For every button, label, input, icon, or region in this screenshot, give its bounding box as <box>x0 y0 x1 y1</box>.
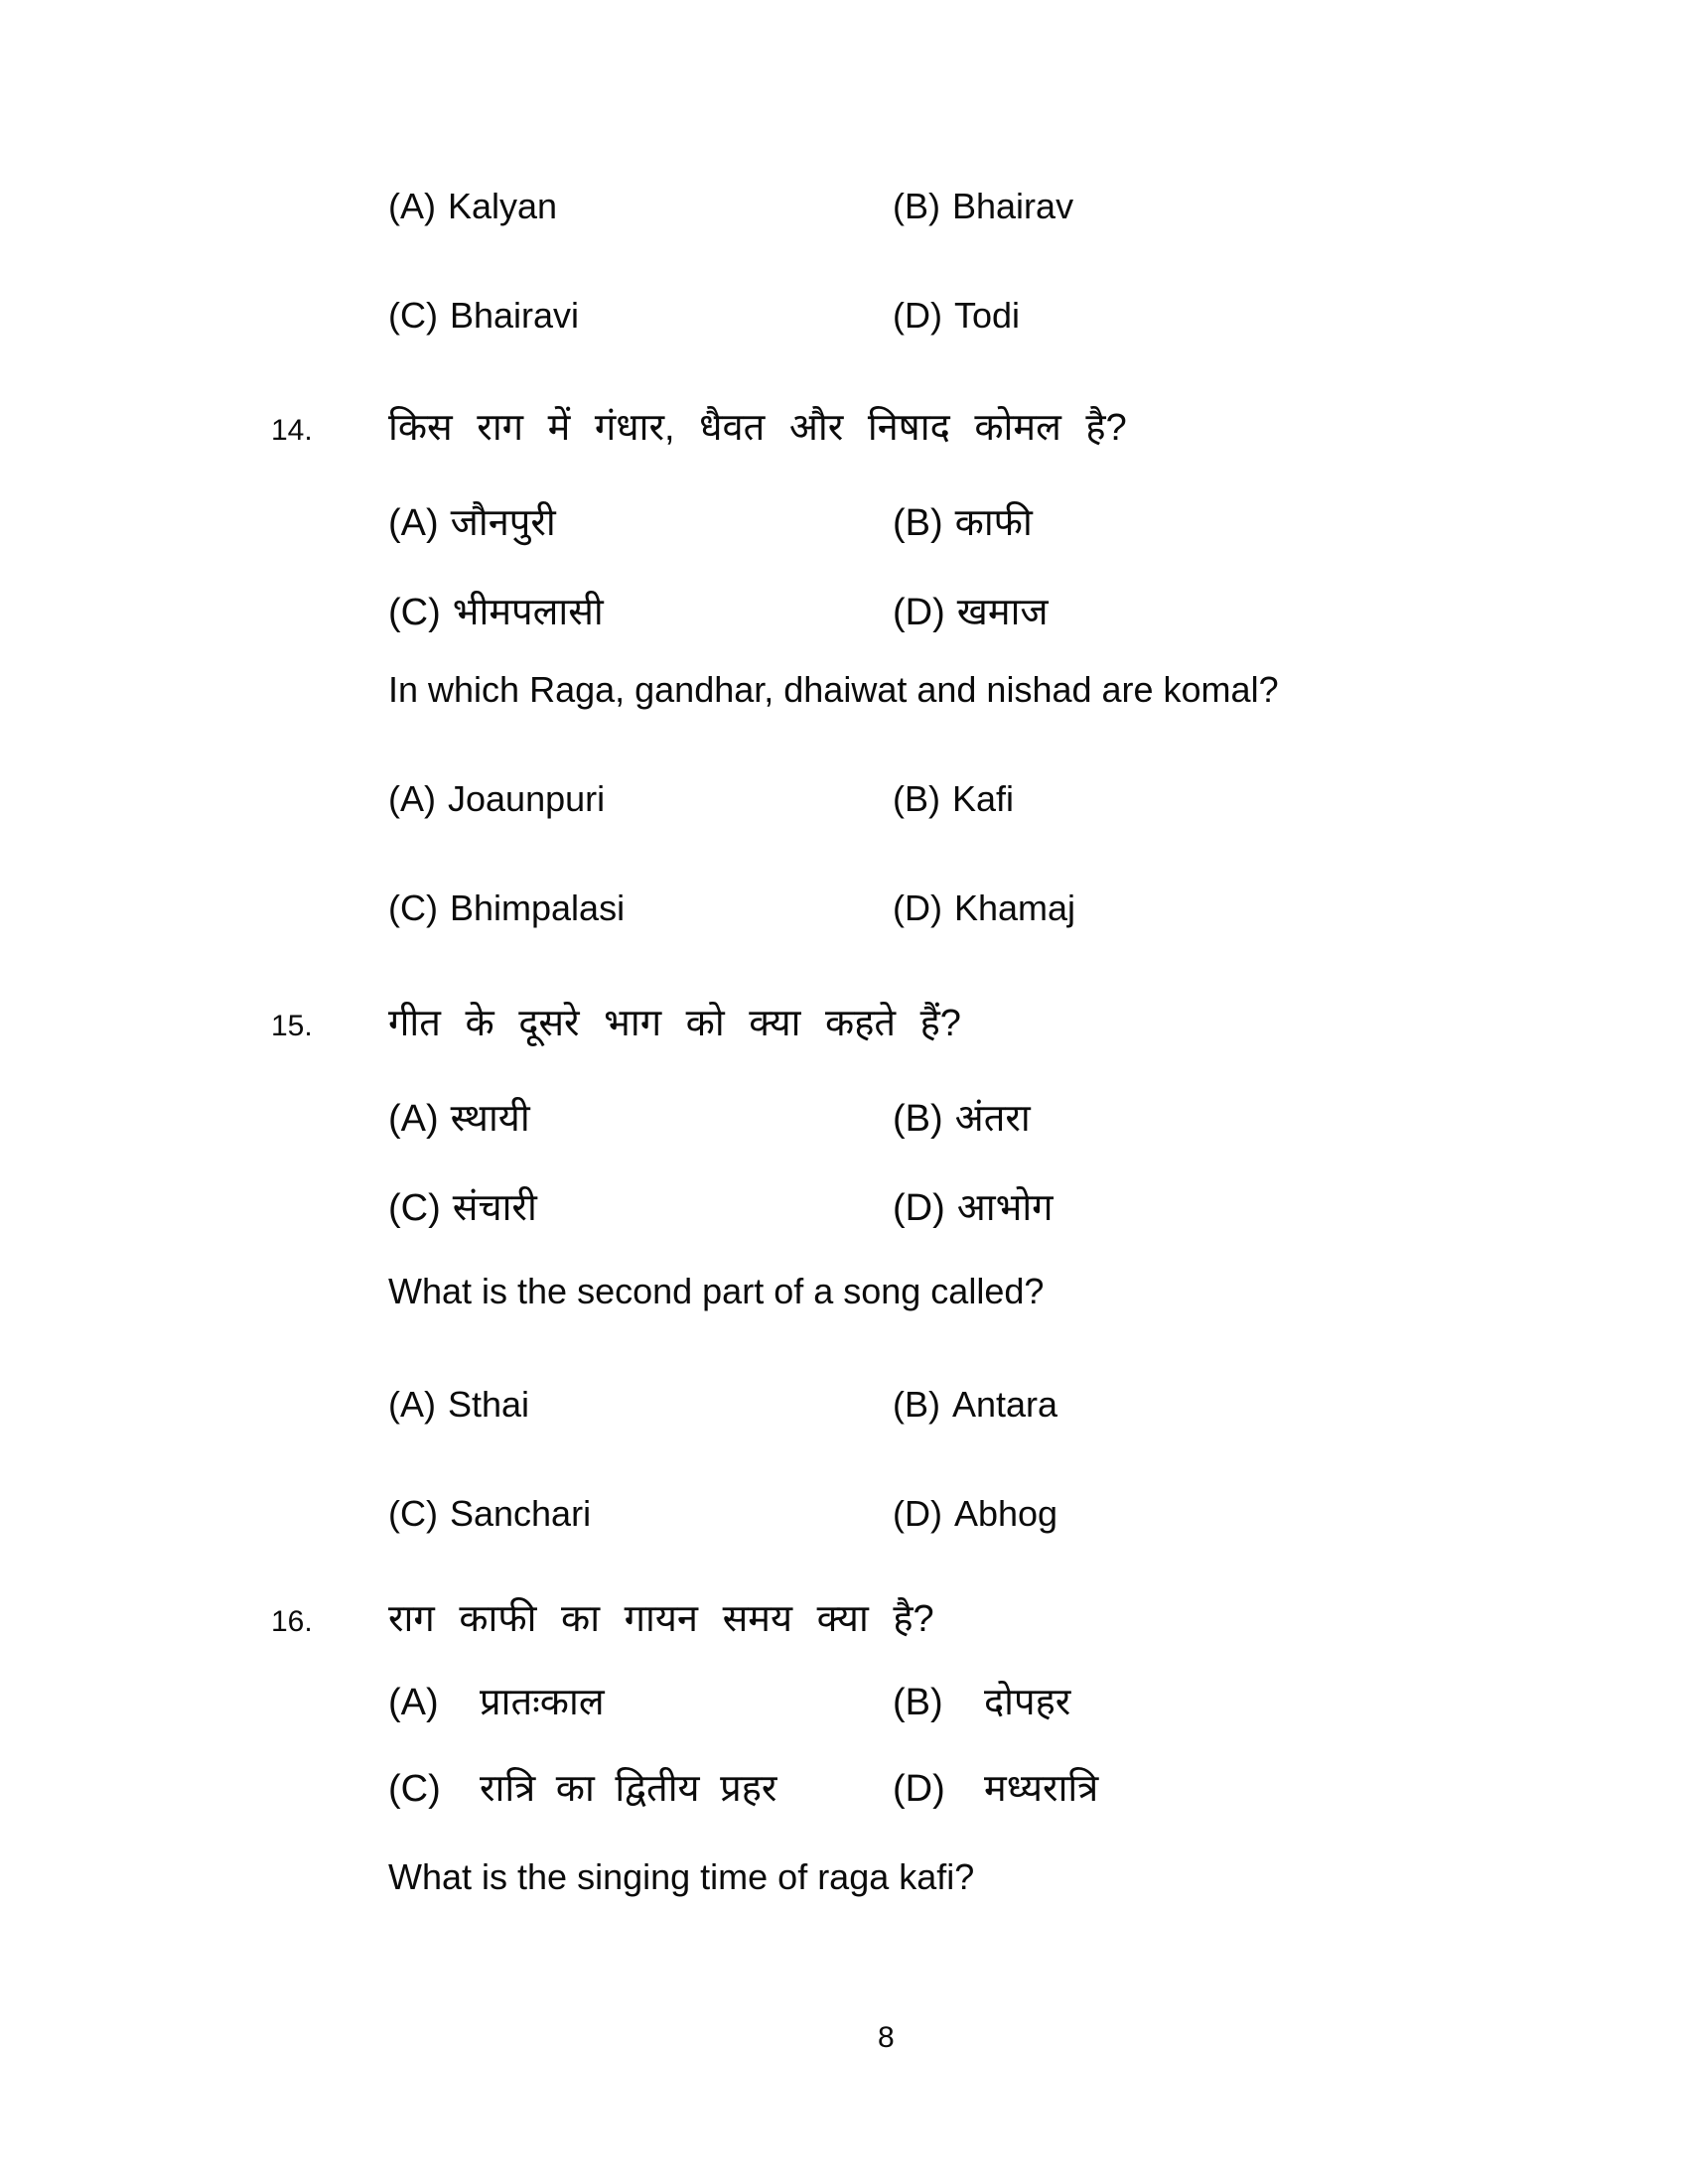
option-letter: (B) <box>893 778 940 819</box>
option-text: अंतरा <box>954 1098 1031 1140</box>
option-text: भीमपलासी <box>452 592 604 633</box>
option-text: खमाज <box>956 592 1049 633</box>
question-15-english-options-cd <box>388 1493 1057 1535</box>
option-letter: (A) <box>388 1098 439 1140</box>
question-15-english-options-ab <box>388 1384 1057 1426</box>
option-letter: (D) <box>893 1187 945 1229</box>
option-15b-english <box>893 1384 1057 1425</box>
option-continued-a <box>388 186 893 227</box>
option-letter: (C) <box>388 1493 438 1534</box>
option-letter: (D) <box>893 592 945 633</box>
question-14-number: 14. <box>271 414 313 447</box>
option-letter: (D) <box>893 887 942 928</box>
option-text: रात्रि का द्वितीय प्रहर <box>480 1768 777 1810</box>
option-letter: (A) <box>388 1384 436 1425</box>
option-text: स्थायी <box>450 1098 530 1140</box>
option-text: Sanchari <box>449 1493 592 1534</box>
option-letter: (C) <box>388 887 438 928</box>
option-continued-b <box>893 186 1073 226</box>
option-letter: (D) <box>893 1768 945 1810</box>
option-letter: (B) <box>893 1682 943 1723</box>
option-letter: (D) <box>893 295 942 336</box>
option-continued-c <box>388 295 893 337</box>
question-15-number: 15. <box>271 1010 313 1042</box>
continued-options-row-ab <box>388 186 1073 227</box>
option-16b-hindi <box>893 1682 1070 1723</box>
question-16-hindi-row <box>271 1591 934 1643</box>
question-15-english-text: What is the second part of a song called? <box>388 1271 1045 1311</box>
option-text: Bhairavi <box>449 295 580 336</box>
question-16-english-text: What is the singing time of raga kafi? <box>388 1856 975 1897</box>
option-text: Todi <box>953 295 1021 336</box>
option-15d-english <box>893 1493 1057 1534</box>
option-letter: (B) <box>893 1384 940 1425</box>
option-text: मध्यरात्रि <box>984 1768 1099 1810</box>
question-15-hindi-row <box>271 996 961 1047</box>
option-14a-english <box>388 778 893 820</box>
option-15a-hindi <box>388 1091 893 1143</box>
option-14d-english <box>893 887 1075 928</box>
option-text: Khamaj <box>953 887 1076 928</box>
question-15-hindi-text: गीत के दूसरे भाग को क्या कहते हैं? <box>388 1003 961 1044</box>
option-text: संचारी <box>452 1187 537 1229</box>
option-continued-d <box>893 295 1020 336</box>
option-letter: (A) <box>388 1682 439 1723</box>
option-letter: (A) <box>388 186 436 226</box>
option-text: प्रातःकाल <box>480 1682 605 1723</box>
question-16-number: 16. <box>271 1605 313 1638</box>
question-14-english-options-ab <box>388 778 1014 820</box>
question-14-english-options-cd <box>388 887 1075 929</box>
option-14c-hindi <box>388 585 893 636</box>
option-14d-hindi <box>893 592 1049 633</box>
option-letter: (B) <box>893 1098 943 1140</box>
option-text: Kafi <box>952 778 1015 819</box>
question-14-hindi-options-cd <box>388 585 1049 636</box>
option-16c-hindi <box>388 1761 893 1813</box>
option-letter: (C) <box>388 1187 441 1229</box>
option-14c-english <box>388 887 893 929</box>
question-14-hindi-row <box>271 400 1127 452</box>
option-text: Sthai <box>448 1384 530 1425</box>
option-text: Abhog <box>953 1493 1058 1534</box>
question-16-hindi-text: राग काफी का गायन समय क्या है? <box>388 1598 934 1640</box>
option-text: Bhairav <box>952 186 1074 226</box>
question-14-english-text: In which Raga, gandhar, dhaiwat and nishad are komal? <box>388 669 1279 710</box>
option-16d-hindi <box>893 1768 1098 1810</box>
option-text: Kalyan <box>448 186 558 226</box>
option-letter: (A) <box>388 502 439 544</box>
option-letter: (C) <box>388 295 438 336</box>
option-15c-english <box>388 1493 893 1535</box>
question-16-hindi-options-ab <box>388 1675 1070 1726</box>
option-text: Bhimpalasi <box>449 887 626 928</box>
option-letter: (A) <box>388 778 436 819</box>
option-14b-hindi <box>893 502 1033 544</box>
question-14-hindi-options-ab <box>388 495 1033 547</box>
option-text: आभोग <box>956 1187 1054 1229</box>
option-text: दोपहर <box>984 1682 1071 1723</box>
option-15d-hindi <box>893 1187 1054 1229</box>
question-16-hindi-options-cd <box>388 1761 1098 1813</box>
option-text: Antara <box>952 1384 1058 1425</box>
option-letter: (B) <box>893 502 943 544</box>
option-letter: (B) <box>893 186 940 226</box>
option-14b-english <box>893 778 1014 819</box>
continued-options-row-cd <box>388 295 1020 337</box>
option-letter: (C) <box>388 592 441 633</box>
option-15c-hindi <box>388 1180 893 1232</box>
option-text: काफी <box>954 502 1033 544</box>
option-text: Joaunpuri <box>448 778 606 819</box>
option-15b-hindi <box>893 1098 1031 1140</box>
option-15a-english <box>388 1384 893 1426</box>
option-text: जौनपुरी <box>450 502 556 544</box>
option-16a-hindi <box>388 1675 893 1726</box>
option-letter: (C) <box>388 1768 441 1810</box>
page-number: 8 <box>878 2021 895 2054</box>
option-letter: (D) <box>893 1493 942 1534</box>
question-15-hindi-options-ab <box>388 1091 1031 1143</box>
question-14-hindi-text: किस राग में गंधार, धैवत और निषाद कोमल है? <box>388 407 1127 449</box>
question-15-hindi-options-cd <box>388 1180 1054 1232</box>
option-14a-hindi <box>388 495 893 547</box>
